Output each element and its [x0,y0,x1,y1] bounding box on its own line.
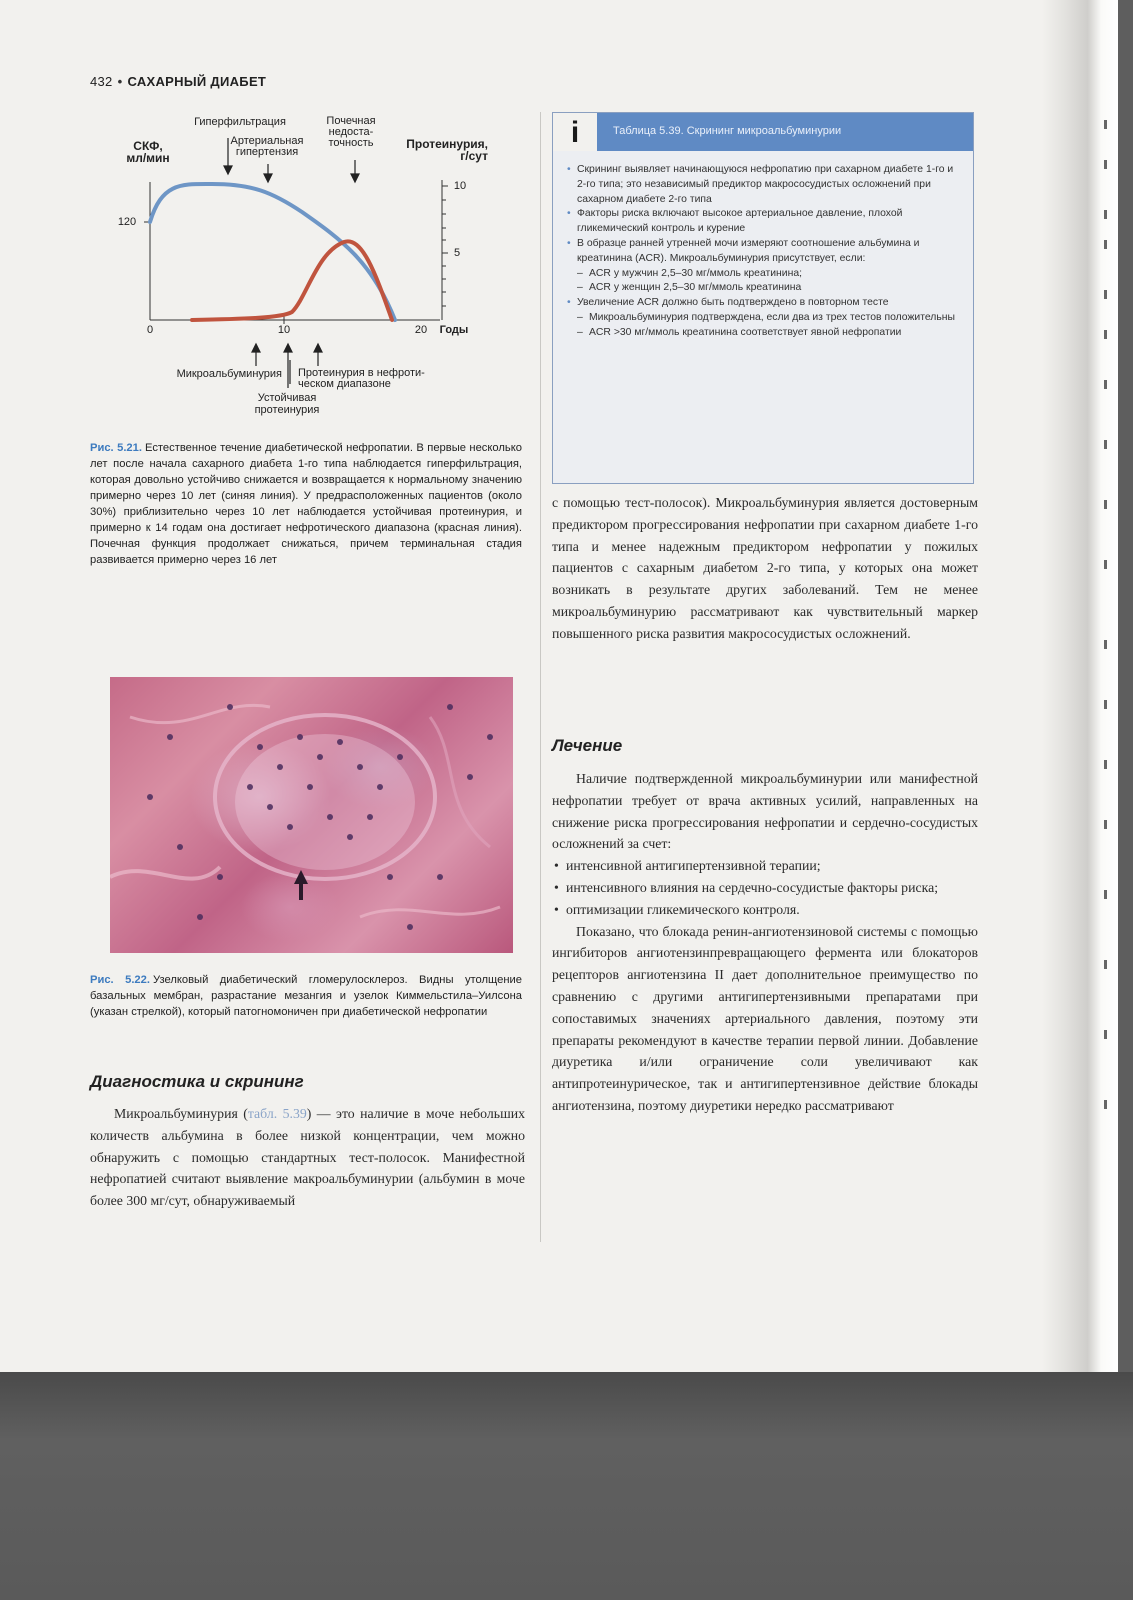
table-header [553,113,973,151]
label-persistent-proteinuria: Устойчивая протеинурия [254,392,320,416]
table-subbullet: – ACR у мужчин 2,5–30 мг/ммоль креатинина; [565,267,961,282]
list-item: • интенсивной антигипертензивной терапии; [552,855,978,877]
text-run: ) — это наличие в моче небольших количеств альбумина в более низкой концентрации, чем можно обнаружить с помощью стандартных тест-полосок. Манифестной нефропатией считают выявление макроальбуминурии (альбумин в моче более 300 мг/сут, обнаруживаемый [90,1106,525,1209]
label-nephrotic-range: Протеинурия в нефроти- ческом диапазоне [298,367,425,390]
treatment-text [552,768,978,1117]
figure-5-22-caption [90,972,522,1020]
label-hyperfiltration: Гиперфильтрация [194,116,286,128]
paragraph: Наличие подтвержденной микроальбуминурии или манифестной нефропатии требует от врача активных усилий, направленных на снижение риска прогрессирования нефропатии и сердечно-сосудистых осложнений за счет: [552,771,978,852]
paragraph: с помощью тест-полосок). Микроальбуминурия является достоверным предиктором прогрессирования нефропатии при сахарном диабете 1-го типа и менее надежным предиктором нефропатии у пожилых пациентов с сахарным диабетом 2-го типа, у которых она может возникать в результате других заболеваний. Тем не менее микроальбуминурию рассматривают как чувствительный маркер повышенного риска развития макрососудистых осложнений. [552,495,978,641]
figure-number: Рис. 5.22. [90,974,150,986]
tick-x-0: 0 [146,324,154,336]
label-proteinuria-axis: Протеинурия, г/сут [406,137,488,163]
micrograph-texture [110,677,513,953]
diagnostics-text [90,1103,525,1212]
arrow-stem [299,882,303,900]
table-5-39-box [552,112,974,484]
page-number: 432 [90,74,113,89]
table-bullet: • Увеличение ACR должно быть подтверждено в повторном тесте [565,296,961,311]
table-bullet: • Скрининг выявляет начинающуюся нефропатию при сахарном диабете 1-го и 2-го типа; это независимый предиктор макрососудистых осложнений при сахарном диабете 2-го типа [565,163,961,207]
column-divider [540,112,541,1242]
tick-x-10: 10 [277,324,291,336]
table-subbullet: – ACR >30 мг/ммоль креатинина соответствует явной нефропатии [565,326,961,341]
section-heading-treatment: Лечение [552,736,623,755]
tick-y-10: 10 [453,180,467,192]
label-years: Годы [439,324,469,336]
label-gfr-axis: СКФ, мл/мин [126,139,170,165]
list-item: • оптимизации гликемического контроля. [552,899,978,921]
table-reference-link[interactable]: табл. 5.39 [247,1106,307,1121]
figure-5-21-caption [90,440,522,568]
treatment-list [552,855,978,920]
next-page-edge [1100,100,1114,1200]
tick-y-120: 120 [117,216,137,228]
gfr-line [150,184,395,320]
table-title: Таблица 5.39. Скрининг микроальбуминурии [613,125,842,137]
proteinuria-line [192,241,392,320]
micrograph-glomerulosclerosis [110,677,513,953]
figure-number: Рис. 5.21. [90,442,142,454]
info-icon: i [553,113,597,151]
section-title: САХАРНЫЙ ДИАБЕТ [127,74,267,89]
figure-5-21 [92,112,532,432]
caption-text: Естественное течение диабетической нефропатии. В первые несколько лет после начала сахарного диабета 1-го типа наблюдается гиперфильтрация, которая довольно устойчиво снижается и возвращается к нормальному значению примерно через 10 лет (синяя линия). У предрасположенных пациентов (около 30%) приблизительно через 10 лет наблюдается устойчивая протеинурия, и примерно к 14 годам она достигает нефротического диапазона (красная линия). Почечная функция продолжает снижаться, причем терминальная стадия развивается примерно через 16 лет [90,442,522,566]
label-hypertension: Артериальная гипертензия [230,135,304,158]
label-microalbuminuria: Микроальбуминурия [176,368,282,380]
paragraph: Показано, что блокада ренин-ангиотензиновой системы с помощью ингибиторов ангиотензинпревращающего фермента или блокаторов рецепторов ангиотензина II дает дополнительное преимущество по сравнению с другими антигипертензивными препаратами при сопоставимых значениях артериального давления, поэтому эти препараты рекомендуют в качестве терапии первой линии. Добавление диуретика и/или ограничение соли увеличивают как антипротеинурическое, так и антигипертензивное действие блокады ангиотензина, поэтому диуретики нередко рассматривают [552,923,978,1113]
text-run: Микроальбуминурия ( [114,1106,248,1121]
list-item: • интенсивного влияния на сердечно-сосудистые факторы риска; [552,877,978,899]
table-bullet: • В образце ранней утренней мочи измеряют соотношение альбумина и креатинина (ACR). Микроальбуминурия присутствует, если: [565,237,961,267]
table-subbullet: – ACR у женщин 2,5–30 мг/ммоль креатинина [565,281,961,296]
caption-text: Узелковый диабетический гломерулосклероз. Видны утолщение базальных мембран, разрастание мезангия и узелок Киммельстила–Уилсона (указан стрелкой), который патогномоничен при диабетической нефропатии [90,974,522,1018]
section-heading-diagnostics: Диагностика и скрининг [90,1072,304,1091]
table-bullet: • Факторы риска включают высокое артериальное давление, плохой гликемический контроль и курение [565,207,961,237]
running-header: 432 • САХАРНЫЙ ДИАБЕТ [90,74,267,89]
tick-x-20: 20 [414,324,428,336]
right-continuation-text [552,492,978,645]
tick-y-5: 5 [453,247,461,259]
table-body [565,163,961,341]
scanner-background [0,1372,1133,1600]
table-subbullet: – Микроальбуминурия подтверждена, если два из трех тестов положительны [565,311,961,326]
label-renal-failure: Почечная недоста- точность [326,115,376,149]
